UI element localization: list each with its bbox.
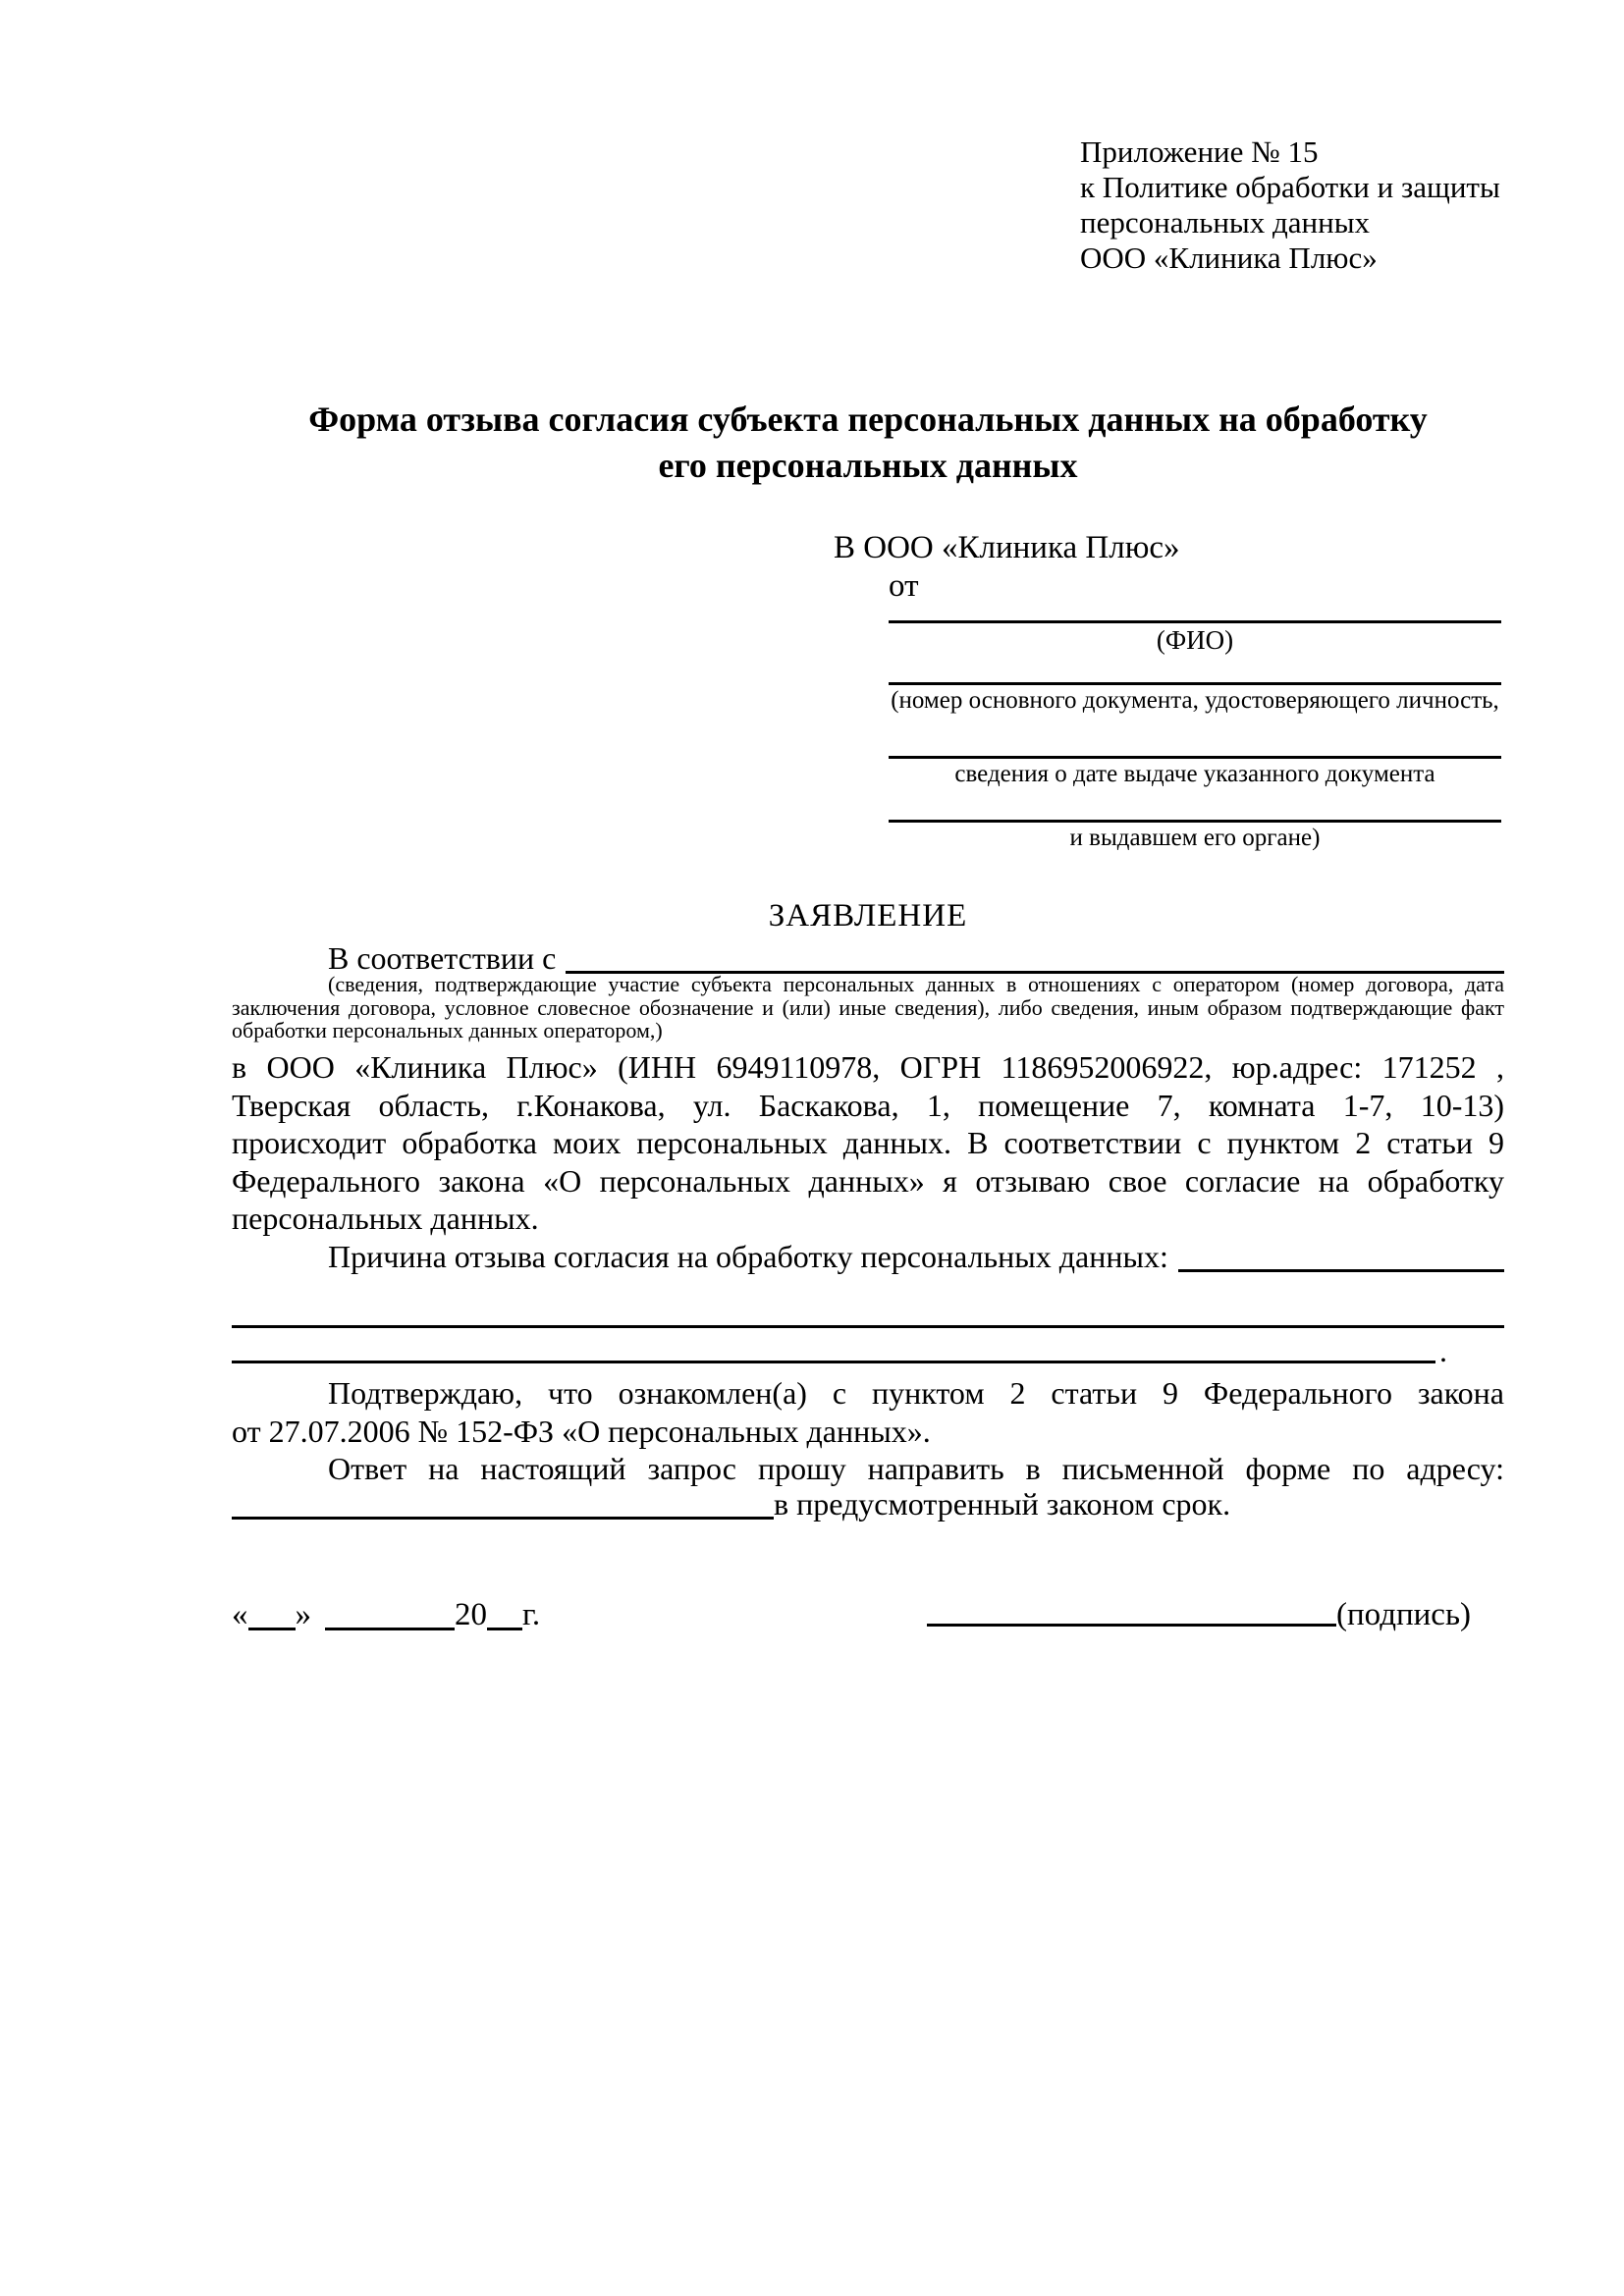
reason-blank-line-2	[232, 1325, 1504, 1328]
id-doc-blank-line	[889, 682, 1501, 685]
body-line: Федерального закона «О персональных данных» я отзываю свое согласие на обработку	[232, 1162, 1504, 1199]
addressee-from: от	[889, 568, 919, 604]
body-line: Тверская область, г.Конакова, ул. Баскакова, 1, помещение 7, комната 1-7, 10-13)	[232, 1087, 1504, 1123]
signature-label: (подпись)	[1336, 1597, 1471, 1632]
appendix-line: персональных данных	[1080, 205, 1371, 240]
issue-date-label: сведения о дате выдаче указанного документа	[954, 761, 1435, 787]
confirm-line: Подтверждаю, что ознакомлен(а) с пунктом 2 статьи 9 Федерального закона	[328, 1375, 1504, 1411]
signature-block	[927, 1596, 1471, 1633]
issuer-label: и выдавшем его органе)	[1069, 825, 1321, 851]
month-blank-line	[325, 1600, 455, 1630]
issuer-blank-line	[889, 820, 1501, 823]
body-line: в ООО «Клиника Плюс» (ИНН 6949110978, ОГРН 1186952006922, юр.адрес: 171252 ,	[232, 1049, 1504, 1085]
id-doc-label: (номер основного документа, удостоверяющего личность,	[891, 687, 1499, 714]
reason-line	[232, 1238, 1504, 1276]
reply-address-row	[232, 1485, 1504, 1523]
document-title	[232, 397, 1504, 489]
reason-prefix: Причина отзыва согласия на обработку персональных данных:	[328, 1239, 1168, 1274]
year-blank-line	[487, 1600, 522, 1630]
quote-open: «	[232, 1597, 248, 1632]
issue-date-blank-line	[889, 756, 1501, 759]
title-line-1: Форма отзыва согласия субъекта персональных данных на обработку	[308, 400, 1428, 439]
signature-blank-line	[927, 1596, 1336, 1627]
appendix-note	[1080, 134, 1500, 276]
reason-blank-line	[1178, 1238, 1504, 1272]
confirm-line: от 27.07.2006 № 152-ФЗ «О персональных данных».	[232, 1413, 931, 1449]
day-blank-line	[248, 1600, 296, 1630]
body-line: персональных данных.	[232, 1201, 539, 1236]
confirm-paragraph	[232, 1374, 1504, 1450]
body-line: происходит обработка моих персональных данных. В соответствии с пунктом 2 статьи 9	[232, 1125, 1504, 1160]
accordance-blank-line	[566, 939, 1504, 974]
appendix-line: Приложение № 15	[1080, 134, 1319, 169]
title-line-2: его персональных данных	[658, 446, 1078, 485]
reply-request-line: Ответ на настоящий запрос прошу направить в письменной форме по адресу:	[328, 1451, 1504, 1486]
statement-heading: ЗАЯВЛЕНИЕ	[768, 898, 968, 934]
reason-end-period: .	[1439, 1333, 1447, 1368]
accordance-prefix: В соответствии с	[328, 940, 557, 976]
statement-body	[232, 1048, 1504, 1238]
year-prefix: 20	[455, 1597, 487, 1632]
reply-suffix: в предусмотренный законом срок.	[774, 1486, 1231, 1522]
reason-blank-line-3	[232, 1361, 1435, 1363]
footnote-line: (сведения, подтверждающие участие субъекта персональных данных в отношениях с оператором (номер договора, дата	[328, 972, 1504, 996]
address-blank-line	[232, 1485, 774, 1520]
footnote-line: заключения договора, условное словесное обозначение и (или) иные сведения), либо сведения, иным образом подтверждающие факт	[232, 994, 1504, 1020]
fio-label: (ФИО)	[1156, 625, 1234, 655]
footnote-line: обработки персональных данных оператором,)	[232, 1018, 663, 1042]
quote-close: »	[295, 1597, 311, 1632]
fio-blank-line	[889, 620, 1501, 623]
addressee-to: В ООО «Клиника Плюс»	[834, 530, 1180, 565]
appendix-line: к Политике обработки и защиты	[1080, 170, 1500, 204]
year-suffix: г.	[522, 1597, 541, 1632]
appendix-line: ООО «Клиника Плюс»	[1080, 240, 1378, 275]
date-blank	[232, 1596, 540, 1633]
footnote	[232, 973, 1504, 1042]
